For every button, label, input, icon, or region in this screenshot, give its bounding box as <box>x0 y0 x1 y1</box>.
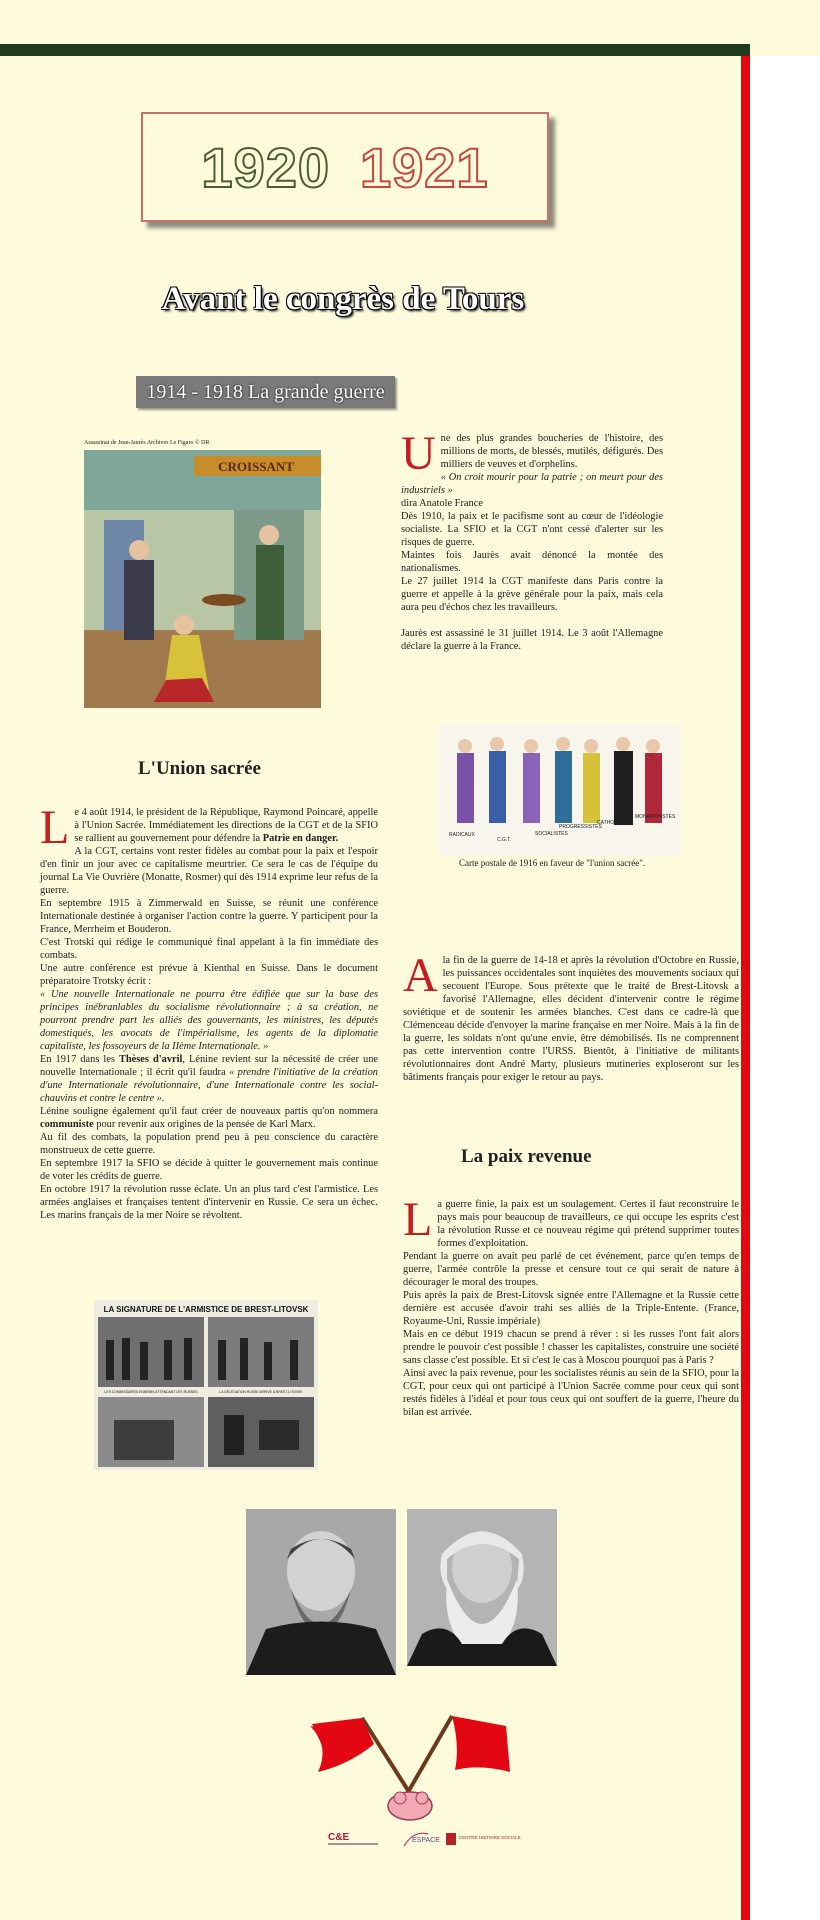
logo-chs: CENTRE HISTOIRE SOCIALE <box>459 1835 521 1840</box>
intro-paragraph-6: Jaurès est assassiné le 31 juillet 1914. Le 3 août l'Allemagne déclare la guerre à la France. <box>401 628 663 652</box>
union-paragraph-2: A la CGT, certains vont rester fidèles au combat pour la paix et l'espoir d'en finir un jour avec ce capitalisme meurtrier. Ce sera le cas de l'équipe du journal La Vie Ouvrière (Monatte, Rosmer) qui dès 1914 exprime leur refus de la guerre. <box>40 846 378 896</box>
brest-litovsk-armistice-image <box>94 1300 318 1470</box>
union-paragraph-4: C'est Trotski qui rédige le communiqué final appelant à la fin immédiate des combats. <box>40 937 378 961</box>
intro-paragraph-2: dira Anatole France <box>401 498 483 509</box>
year-box <box>141 112 549 222</box>
page-title: Avant le congrès de Tours <box>161 281 525 317</box>
union-paragraph-3: En septembre 1915 à Zimmerwald en Suisse, se réunit une conférence Internationale destinée à organiser l'action contre la guerre. Y participent pour la France, Merrheim et Bouderon. <box>40 898 378 935</box>
label-monarchistes: MONARCHISTES <box>635 814 676 820</box>
dropcap-a: A <box>403 949 438 1002</box>
paix-paragraph-2: Pendant la guerre on avait peu parlé de cet événement, parce qu'en temps de guerre, l'armée contrôle la presse et censure tout ce qui serait de nature à décourager le moral des troupes. <box>403 1251 739 1288</box>
label-socialistes: SOCIALISTES <box>535 831 568 837</box>
union-paragraph-6: En 1917 dans les Thèses d'avril, Lénine revient sur la nécessité de créer une nouvelle Internationale ; il écrit qu'il faudra « prendre l'initiative de la création d'une Internationale révolutionnaire, d'une Internationale contre les social-chauvins et contre le centre ». <box>40 1054 378 1104</box>
trotsky-quote: « Une nouvelle Internationale ne pourra être édifiée que sur la base des principes inébranlables du socialisme révolutionnaire ; à sa création, ne pourront prendre part les alliés des gouvernants, les ministres, les députés domestiqués, les avocats de l'impérialisme, les agents de la diplomatie capitaliste, les fossoyeurs de la IIème Internationale. » <box>40 989 378 1052</box>
anatole-france-quote: « On croit mourir pour la patrie ; on meurt pour des industriels » <box>401 472 663 496</box>
year-1920: 1920 <box>201 135 330 199</box>
logo-ce: C&E <box>328 1832 350 1843</box>
union-paragraph-10: En octobre 1917 la révolution russe éclate. Un an plus tard c'est l'armistice. Les armées anglaises et françaises tentent d'intervenir en Russie. Ce sera un échec. Les marins français de la mer Noire se révoltent. <box>40 1184 378 1221</box>
intro-text <box>401 427 663 653</box>
dropcap-l: L <box>40 801 70 854</box>
union-sacree-postcard-image <box>439 724 681 856</box>
section-subtitle: 1914 - 1918 La grande guerre <box>136 376 395 408</box>
russia-intervention-text <box>403 949 739 1084</box>
postcard-caption: Carte postale de 1916 en faveur de "l'union sacrée". <box>459 858 646 868</box>
red-flags-emblem <box>300 1706 520 1826</box>
union-paragraph-7: Lénine souligne également qu'il faut créer de nouveaux partis qu'on nommera communiste pour revenir aux origines de la pensée de Karl Marx. <box>40 1106 378 1130</box>
intro-paragraph-3: Dès 1910, la paix et le pacifisme sont au cœur de l'idéologie socialiste. La SFIO et la CGT n'ont cessé d'alerter sur les risques de guerre. <box>401 511 663 548</box>
label-cgt: C.G.T. <box>497 837 512 843</box>
photo-credit: Assassinat de Jean-Jaurès Archives Le Figaro © DR <box>84 440 210 446</box>
right-margin <box>750 56 820 1920</box>
union-sacree-text <box>40 801 378 1222</box>
jaures-assassination-image <box>84 450 321 708</box>
union-paragraph-8: Au fil des combats, la population prend peu à peu conscience du caractère monstrueux de cette guerre. <box>40 1132 378 1156</box>
armistice-sub-right: LA DÉLÉGATION RUSSE ARRIVE À BREST-LITOVSK <box>219 1390 303 1394</box>
union-paragraph-9: En septembre 1917 la SFIO se décide à quitter le gouvernement mais continue de voter les crédits de guerre. <box>40 1158 378 1182</box>
karl-marx-portrait <box>407 1509 557 1666</box>
union-paragraph-1: e 4 août 1914, le président de la République, Raymond Poincaré, appelle à l'Union Sacrée. Immédiatement les directions de la CGT et de la SFIO se rallient au gouvernement pour défendre la Patrie en danger. <box>74 807 378 844</box>
right-red-bar <box>741 56 750 1920</box>
label-radicaux: RADICAUX <box>449 832 475 838</box>
intro-paragraph-4: Maintes fois Jaurès avait dénoncé la montée des nationalismes. <box>401 550 663 574</box>
armistice-heading: LA SIGNATURE DE L'ARMISTICE DE BREST-LITOVSK <box>103 1305 309 1314</box>
intro-paragraph-1: ne des plus grandes boucheries de l'histoire, des millions de morts, de blessés, mutilés, défigurés. Des milliers de veuves et d'orphelins. <box>440 433 663 470</box>
label-progressistes: PROGRESSISTES <box>559 824 602 830</box>
cafe-sign-text: CROISSANT <box>218 459 294 474</box>
paix-paragraph-3: Puis après la paix de Brest-Litovsk signée entre l'Allemagne et la Russie cette dernière est accusée d'avoir trahi ses alliés de la Triple-Entente. (France, Royaume-Uni, Russie impériale) <box>403 1290 739 1327</box>
paix-paragraph-4: Mais en ce début 1919 chacun se prend à rêver : si les russes l'ont fait alors prendre le pouvoir c'est possible ! chasser les capitalistes, construire une société sans classe c'est possible. Et si c'est le cas à Moscou pourquoi pas à Paris ? <box>403 1329 739 1366</box>
union-sacree-title: L'Union sacrée <box>138 758 261 779</box>
jaures-portrait <box>246 1509 396 1675</box>
paix-revenue-text <box>403 1193 739 1419</box>
paix-revenue-title: La paix revenue <box>461 1146 592 1167</box>
label-catholiques: CATHOLIQUES <box>597 820 633 826</box>
intro-paragraph-5: Le 27 juillet 1914 la CGT manifeste dans Paris contre la guerre et appelle à la grève générale pour la paix, mais cela aura peu d'échos chez les travailleurs. <box>401 576 663 613</box>
paix-paragraph-5: Ainsi avec la paix revenue, pour les socialistes réunis au sein de la SFIO, pour la CGT, pour ceux qui ont participé à l'Union Sacrée comme pour ceux qui sont restés fidèles à l'idéal et pour tous ceux qui ont souffert de la guerre, l'heure du bilan est arrivée. <box>403 1368 739 1418</box>
union-paragraph-5: Une autre conférence est prévue à Kienthal en Suisse. Dans le document préparatoire Trotsky écrit : <box>40 963 378 987</box>
armistice-sub-left: LES COMMISSAIRES ENNEMIS ATTENDANT LES RUSSES <box>104 1390 198 1394</box>
russia-paragraph: la fin de la guerre de 14-18 et après la révolution d'Octobre en Russie, les puissances occidentales sont inquiètes des mouvements sociaux qui secouent l'Europe. Sous prétexte que le traité de Brest-Litovsk a favorisé l'Allemagne, elles décident d'intervenir contre le régime soviétique et de soutenir les armées blanches. C'est dans ce cadre-là que Clémenceau décide d'envoyer la marine française en mer Noire. Mais à la fin de la guerre, les soldats n'ont qu'une envie, être démobilisés. Ils ne comprennent pas cette intervention contre l'URSS. Bientôt, à l'initiative de militants révolutionnaires dont André Marty, plusieurs mutineries exploseront sur les bâtiments français pour exiger le retour au pays. <box>403 955 739 1083</box>
top-bar <box>0 44 750 56</box>
dropcap-u: U <box>401 427 436 480</box>
paix-paragraph-1: a guerre finie, la paix est un soulagement. Certes il faut reconstruire le pays mais pour beaucoup de travailleurs, ce qui occupe les esprits c'est la révolution Russe et ce nouveau régime qui prétend supprimer toutes formes d'exploitation. <box>437 1199 739 1249</box>
logo-espace: ESPACE <box>412 1837 440 1844</box>
dropcap-l2: L <box>403 1193 433 1246</box>
partner-logos <box>328 1828 521 1850</box>
year-1921: 1921 <box>360 135 489 199</box>
